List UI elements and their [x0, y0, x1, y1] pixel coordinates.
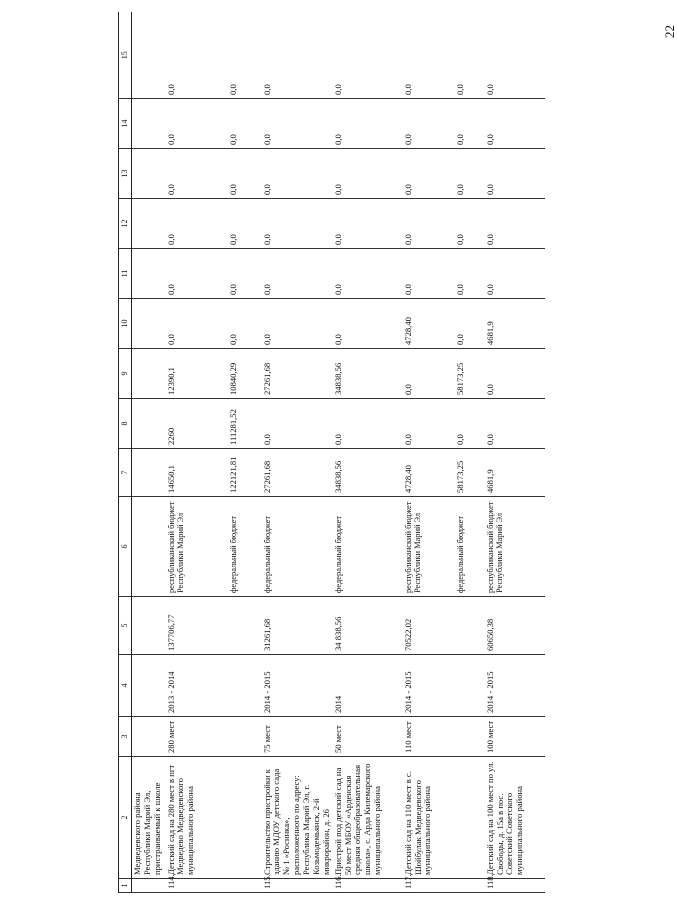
budget-source: федеральный бюджет — [262, 497, 333, 597]
amount-c11: 0,0 — [333, 249, 403, 299]
amount-c8 — [132, 399, 166, 449]
amount-c12: 0,0 — [262, 199, 333, 249]
column-header-10: 10 — [119, 299, 132, 349]
total-cost: 60650,38 — [485, 597, 545, 655]
amount-c15: 0,0 — [485, 13, 545, 99]
amount-c13: 0,0 — [262, 149, 333, 199]
amount-c8: 2260 — [166, 399, 228, 449]
table-body — [132, 13, 545, 893]
amount-c14 — [132, 99, 166, 149]
amount-c15: 0,0 — [455, 13, 485, 99]
amount-c10: 4681,9 — [485, 299, 545, 349]
program-table — [118, 13, 545, 894]
column-header-1: 1 — [119, 879, 132, 893]
table-row — [403, 13, 455, 893]
amount-c15: 0,0 — [333, 13, 403, 99]
total-cost: 34 838,56 — [333, 597, 403, 655]
budget-source: республиканский бюджет Республики Марий Эл — [403, 497, 455, 597]
table-row — [333, 13, 403, 893]
amount-c13: 0,0 — [403, 149, 455, 199]
amount-c9: 27261,68 — [262, 349, 333, 399]
column-header-3: 3 — [119, 717, 132, 757]
row-number: 116. — [333, 879, 403, 893]
capacity: 100 мест — [485, 717, 545, 757]
amount-c8: 111281,52 — [228, 399, 262, 449]
amount-c8: 0,0 — [485, 399, 545, 449]
amount-c13: 0,0 — [485, 149, 545, 199]
total-cost — [132, 597, 166, 655]
row-number: 118. — [485, 879, 545, 893]
column-header-12: 12 — [119, 199, 132, 249]
amount-c7: 27261,68 — [262, 449, 333, 497]
row-number: 117. — [403, 879, 485, 893]
amount-c14: 0,0 — [228, 99, 262, 149]
capacity — [132, 717, 166, 757]
object-name: Строительство пристройки к зданию МДОУ детского сада № 1 «Росинка», расположенного по адресу: Республика Марий Эл, г. Козьмодемьянск, 2-й микрорайон, д. 26 — [262, 757, 333, 879]
amount-c8: 0,0 — [455, 399, 485, 449]
amount-c15: 0,0 — [262, 13, 333, 99]
amount-c13 — [132, 149, 166, 199]
capacity: 50 мест — [333, 717, 403, 757]
amount-c12: 0,0 — [485, 199, 545, 249]
amount-c9: 12390,1 — [166, 349, 228, 399]
column-header-15: 15 — [119, 13, 132, 99]
amount-c10: 4728,40 — [403, 299, 455, 349]
amount-c14: 0,0 — [455, 99, 485, 149]
period — [132, 655, 166, 717]
amount-c9: 0,0 — [403, 349, 455, 399]
amount-c9: 0,0 — [485, 349, 545, 399]
amount-c13: 0,0 — [166, 149, 228, 199]
budget-source — [132, 497, 166, 597]
amount-c15: 0,0 — [166, 13, 228, 99]
capacity: 110 мест — [403, 717, 485, 757]
amount-c13: 0,0 — [333, 149, 403, 199]
period: 2014 - 2015 — [485, 655, 545, 717]
column-header-13: 13 — [119, 149, 132, 199]
column-header-9: 9 — [119, 349, 132, 399]
total-cost: 31261,68 — [262, 597, 333, 655]
budget-source: республиканский бюджет Республики Марий Эл — [166, 497, 228, 597]
total-cost: 70522,02 — [403, 597, 485, 655]
column-header-11: 11 — [119, 249, 132, 299]
amount-c11: 0,0 — [485, 249, 545, 299]
amount-c14: 0,0 — [485, 99, 545, 149]
amount-c10: 0,0 — [228, 299, 262, 349]
amount-c11: 0,0 — [166, 249, 228, 299]
amount-c10 — [132, 299, 166, 349]
amount-c15 — [132, 13, 166, 99]
object-name: Детский сад на 110 мест в с. Шойбулак Медведевского муниципального района — [403, 757, 485, 879]
amount-c7: 14650,1 — [166, 449, 228, 497]
amount-c15: 0,0 — [403, 13, 455, 99]
amount-c7: 4728,40 — [403, 449, 455, 497]
amount-c14: 0,0 — [403, 99, 455, 149]
amount-c8: 0,0 — [262, 399, 333, 449]
amount-c9: 34838,56 — [333, 349, 403, 399]
period: 2014 — [333, 655, 403, 717]
amount-c14: 0,0 — [333, 99, 403, 149]
period: 2014 - 2015 — [403, 655, 485, 717]
amount-c9: 10840,29 — [228, 349, 262, 399]
column-header-2: 2 — [119, 757, 132, 879]
amount-c14: 0,0 — [166, 99, 228, 149]
amount-c12: 0,0 — [455, 199, 485, 249]
table-row — [166, 13, 228, 893]
amount-c8: 0,0 — [333, 399, 403, 449]
table-row — [132, 13, 166, 893]
amount-c7: 58173,25 — [455, 449, 485, 497]
budget-source: федеральный бюджет — [228, 497, 262, 597]
table-row — [485, 13, 545, 893]
row-number — [132, 879, 166, 893]
amount-c15: 0,0 — [228, 13, 262, 99]
amount-c12: 0,0 — [403, 199, 455, 249]
amount-c14: 0,0 — [262, 99, 333, 149]
page-number: 22 — [662, 25, 677, 38]
amount-c10: 0,0 — [166, 299, 228, 349]
amount-c7: 34838,56 — [333, 449, 403, 497]
amount-c12 — [132, 199, 166, 249]
amount-c9: 58173,25 — [455, 349, 485, 399]
column-header-14: 14 — [119, 99, 132, 149]
amount-c10: 0,0 — [262, 299, 333, 349]
column-header-4: 4 — [119, 655, 132, 717]
amount-c11: 0,0 — [403, 249, 455, 299]
amount-c12: 0,0 — [166, 199, 228, 249]
object-name: Пристрой под детский сад на 50 мест МБОУ «Арденская средняя общеобразовательная школа», с. Арда Килемарского муниципального района — [333, 757, 403, 879]
amount-c11: 0,0 — [228, 249, 262, 299]
amount-c10: 0,0 — [455, 299, 485, 349]
object-name: Медведевского района Республики Марий Эл, пристраиваемый к школе — [132, 757, 166, 879]
amount-c11 — [132, 249, 166, 299]
amount-c13: 0,0 — [455, 149, 485, 199]
program-table-sheet — [118, 13, 618, 893]
amount-c12: 0,0 — [228, 199, 262, 249]
amount-c8: 0,0 — [403, 399, 455, 449]
amount-c11: 0,0 — [262, 249, 333, 299]
amount-c12: 0,0 — [333, 199, 403, 249]
row-number: 115. — [262, 879, 333, 893]
amount-c11: 0,0 — [455, 249, 485, 299]
column-header-5: 5 — [119, 597, 132, 655]
amount-c13: 0,0 — [228, 149, 262, 199]
table-row — [262, 13, 333, 893]
period: 2013 - 2014 — [166, 655, 262, 717]
object-name: Детский сад на 100 мест по ул. Свободы, д. 15а в пос. Советский Советского муниципального района — [485, 757, 545, 879]
capacity: 75 мест — [262, 717, 333, 757]
amount-c9 — [132, 349, 166, 399]
budget-source: федеральный бюджет — [333, 497, 403, 597]
total-cost: 137706,77 — [166, 597, 262, 655]
budget-source: федеральный бюджет — [455, 497, 485, 597]
amount-c7: 122121,81 — [228, 449, 262, 497]
capacity: 280 мест — [166, 717, 262, 757]
period: 2014 - 2015 — [262, 655, 333, 717]
budget-source: республиканский бюджет Республики Марий Эл — [485, 497, 545, 597]
column-header-6: 6 — [119, 497, 132, 597]
amount-c7 — [132, 449, 166, 497]
column-header-8: 8 — [119, 399, 132, 449]
amount-c7: 4681,9 — [485, 449, 545, 497]
row-number: 114. — [166, 879, 262, 893]
column-header-7: 7 — [119, 449, 132, 497]
amount-c10: 0,0 — [333, 299, 403, 349]
object-name: Детский сад на 280 мест в пгт Медведево Медведевского муниципального района — [166, 757, 262, 879]
column-number-row — [119, 13, 132, 893]
